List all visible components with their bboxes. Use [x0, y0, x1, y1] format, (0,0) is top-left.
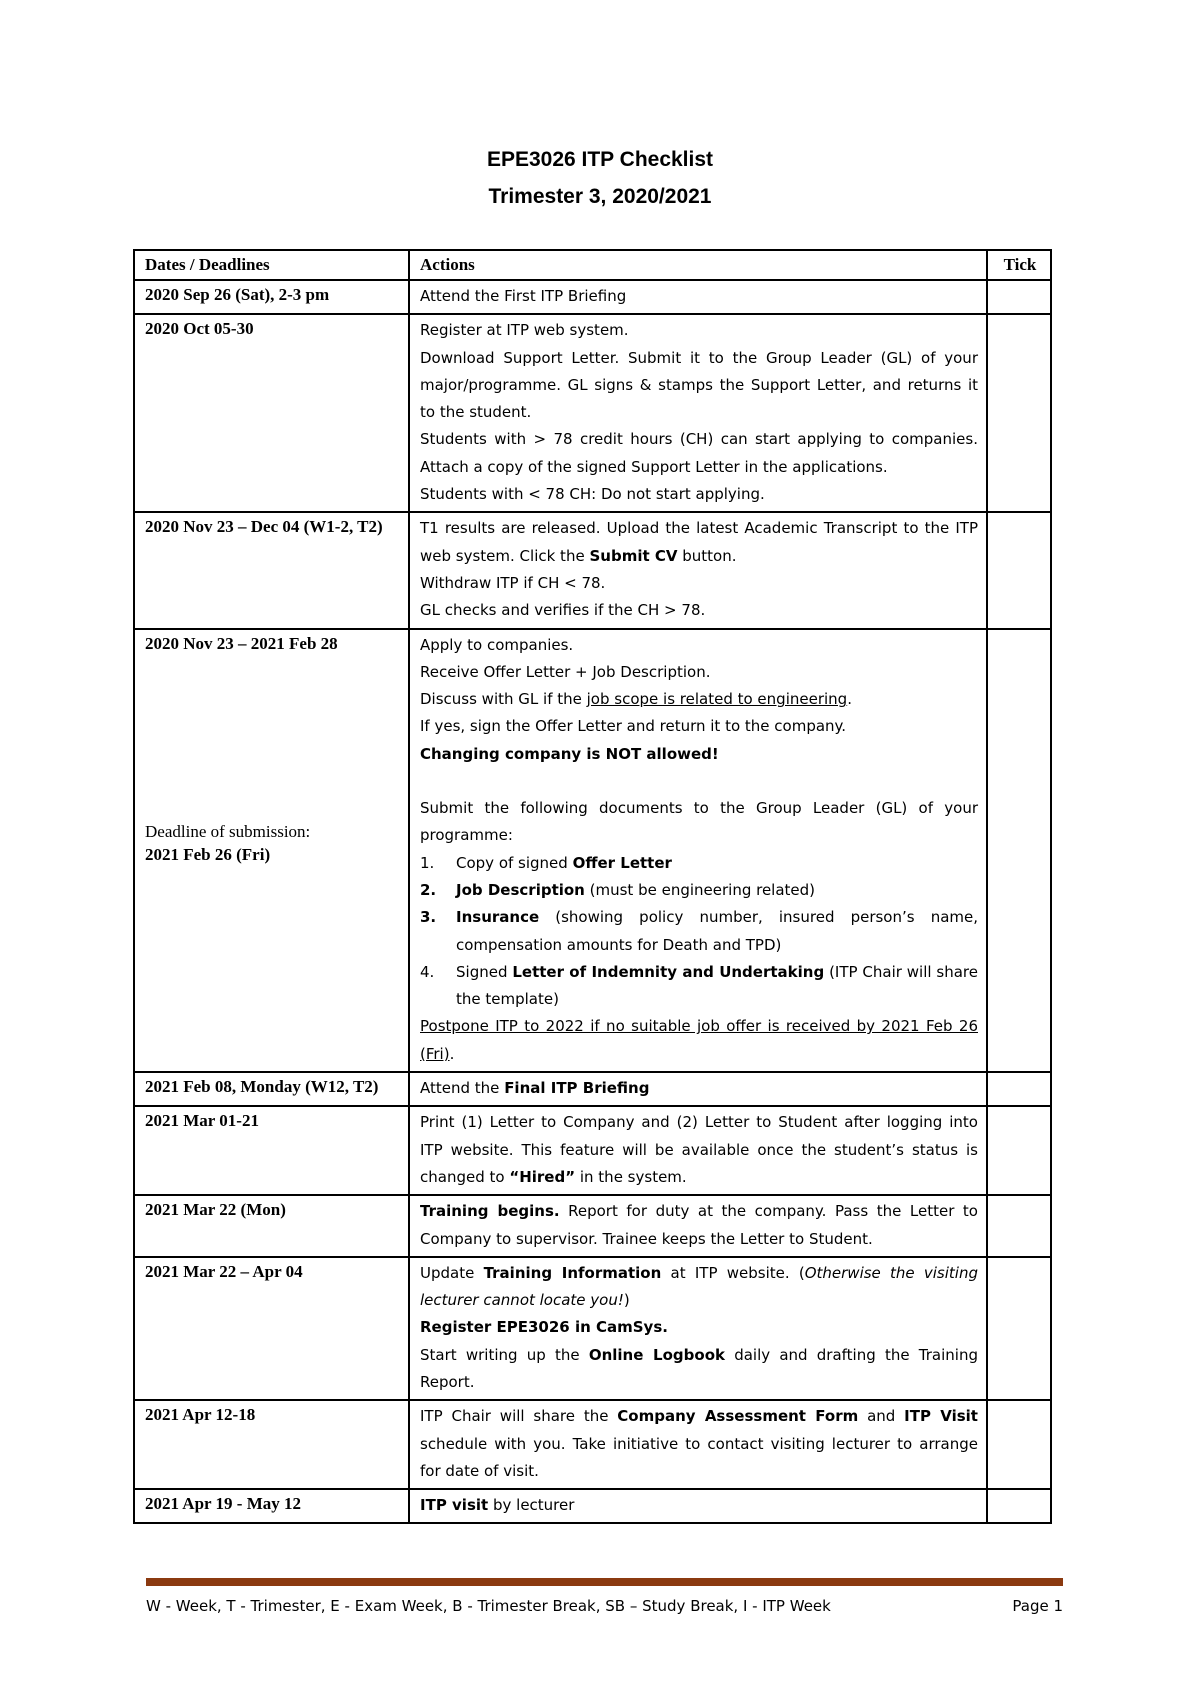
table-row	[134, 1072, 1051, 1106]
footer-divider	[146, 1578, 1063, 1586]
list-item: 1. Copy of signed Offer Letter	[420, 853, 672, 872]
tick-cell[interactable]	[987, 1489, 1051, 1523]
list-item: 3. Insurance (showing policy number, insured person’s name, compensation amounts for Death and TPD)	[420, 908, 978, 954]
row-date: 2020 Nov 23 – Dec 04 (W1-2, T2)	[134, 512, 409, 628]
header-tick: Tick	[987, 250, 1051, 280]
document-title: EPE3026 ITP Checklist	[486, 148, 714, 171]
table-row	[134, 1489, 1051, 1523]
table-row	[134, 1106, 1051, 1195]
deadline-label: Deadline of submission:	[145, 821, 311, 841]
table-row	[134, 280, 1051, 314]
table-row	[134, 1400, 1051, 1489]
row-actions: T1 results are released. Upload the latest Academic Transcript to the ITP web system. Click the Submit CV button. Withdraw ITP if CH < 78. GL checks and verifies if the CH > 78.	[409, 512, 987, 628]
table-row	[134, 1257, 1051, 1400]
row-date: 2021 Mar 22 – Apr 04	[134, 1257, 409, 1400]
tick-cell[interactable]	[987, 629, 1051, 1072]
tick-cell[interactable]	[987, 1257, 1051, 1400]
row-date: 2020 Oct 05-30	[134, 314, 409, 512]
row-actions: Attend the Final ITP Briefing	[409, 1072, 987, 1106]
table-row	[134, 629, 1051, 1072]
list-item: 2. Job Description (must be engineering related)	[420, 880, 816, 899]
document-subtitle: Trimester 3, 2020/2021	[488, 185, 712, 208]
tick-cell[interactable]	[987, 512, 1051, 628]
row-date: 2020 Sep 26 (Sat), 2-3 pm	[134, 280, 409, 314]
row-actions: Update Training Information at ITP website. (Otherwise the visiting lecturer cannot locate you!) Register EPE3026 in CamSys. Start writing up the Online Logbook daily and drafting the Training Report.	[409, 1257, 987, 1400]
footer	[146, 1597, 1063, 1615]
row-date: 2021 Mar 01-21	[134, 1106, 409, 1195]
tick-cell[interactable]	[987, 1106, 1051, 1195]
row-actions: Register at ITP web system. Download Support Letter. Submit it to the Group Leader (GL) of your major/programme. GL signs & stamps the Support Letter, and returns it to the student. Students with > 78 credit hours (CH) can start applying to companies. Attach a copy of the signed Support Letter in the applications. Students with < 78 CH: Do not start applying.	[409, 314, 987, 512]
row-date: 2021 Mar 22 (Mon)	[134, 1195, 409, 1257]
row-date: 2021 Apr 12-18	[134, 1400, 409, 1489]
row-actions: Attend the First ITP Briefing	[409, 280, 987, 314]
row-date: 2021 Apr 19 - May 12	[134, 1489, 409, 1523]
tick-cell[interactable]	[987, 1400, 1051, 1489]
checklist-table	[133, 249, 1052, 1524]
row-actions: ITP Chair will share the Company Assessment Form and ITP Visit schedule with you. Take initiative to contact visiting lecturer to arrange for date of visit.	[409, 1400, 987, 1489]
table-header-row	[134, 250, 1051, 280]
header-actions: Actions	[409, 250, 987, 280]
table-row	[134, 314, 1051, 512]
deadline-date: 2021 Feb 26 (Fri)	[145, 844, 271, 864]
row-actions: Print (1) Letter to Company and (2) Letter to Student after logging into ITP website. This feature will be available once the student’s status is changed to “Hired” in the system.	[409, 1106, 987, 1195]
row-actions: Apply to companies. Receive Offer Letter + Job Description. Discuss with GL if the job scope is related to engineering. If yes, sign the Offer Letter and return it to the company. Changing company is NOT allowed! Submit the following documents to the Group Leader (GL) of your programme: 1. Copy of signed Offer Letter 2. Job Description (must be engineering related) 3. Insurance (showing policy number, insured person’s name, compensation amounts for Death and TPD) 4. Signed Letter of Indemnity and Undertaking (ITP Chair will share the template) Postpone ITP to 2022 if no suitable job offer is received by 2021 Feb 26 (Fri).	[409, 629, 987, 1072]
row-actions: ITP visit by lecturer	[409, 1489, 987, 1523]
row-actions: Training begins. Report for duty at the company. Pass the Letter to Company to supervisor. Trainee keeps the Letter to Student.	[409, 1195, 987, 1257]
tick-cell[interactable]	[987, 314, 1051, 512]
page-number: Page 1	[1012, 1597, 1063, 1615]
footer-legend: W - Week, T - Trimester, E - Exam Week, B - Trimester Break, SB – Study Break, I - ITP Week	[146, 1597, 831, 1615]
table-row	[134, 1195, 1051, 1257]
tick-cell[interactable]	[987, 280, 1051, 314]
tick-cell[interactable]	[987, 1072, 1051, 1106]
tick-cell[interactable]	[987, 1195, 1051, 1257]
row-date: 2021 Feb 08, Monday (W12, T2)	[134, 1072, 409, 1106]
table-row	[134, 512, 1051, 628]
header-dates: Dates / Deadlines	[134, 250, 409, 280]
row-date: 2020 Nov 23 – 2021 Feb 28 Deadline of submission: 2021 Feb 26 (Fri)	[134, 629, 409, 1072]
list-item: 4. Signed Letter of Indemnity and Undertaking (ITP Chair will share the template)	[420, 962, 978, 1009]
